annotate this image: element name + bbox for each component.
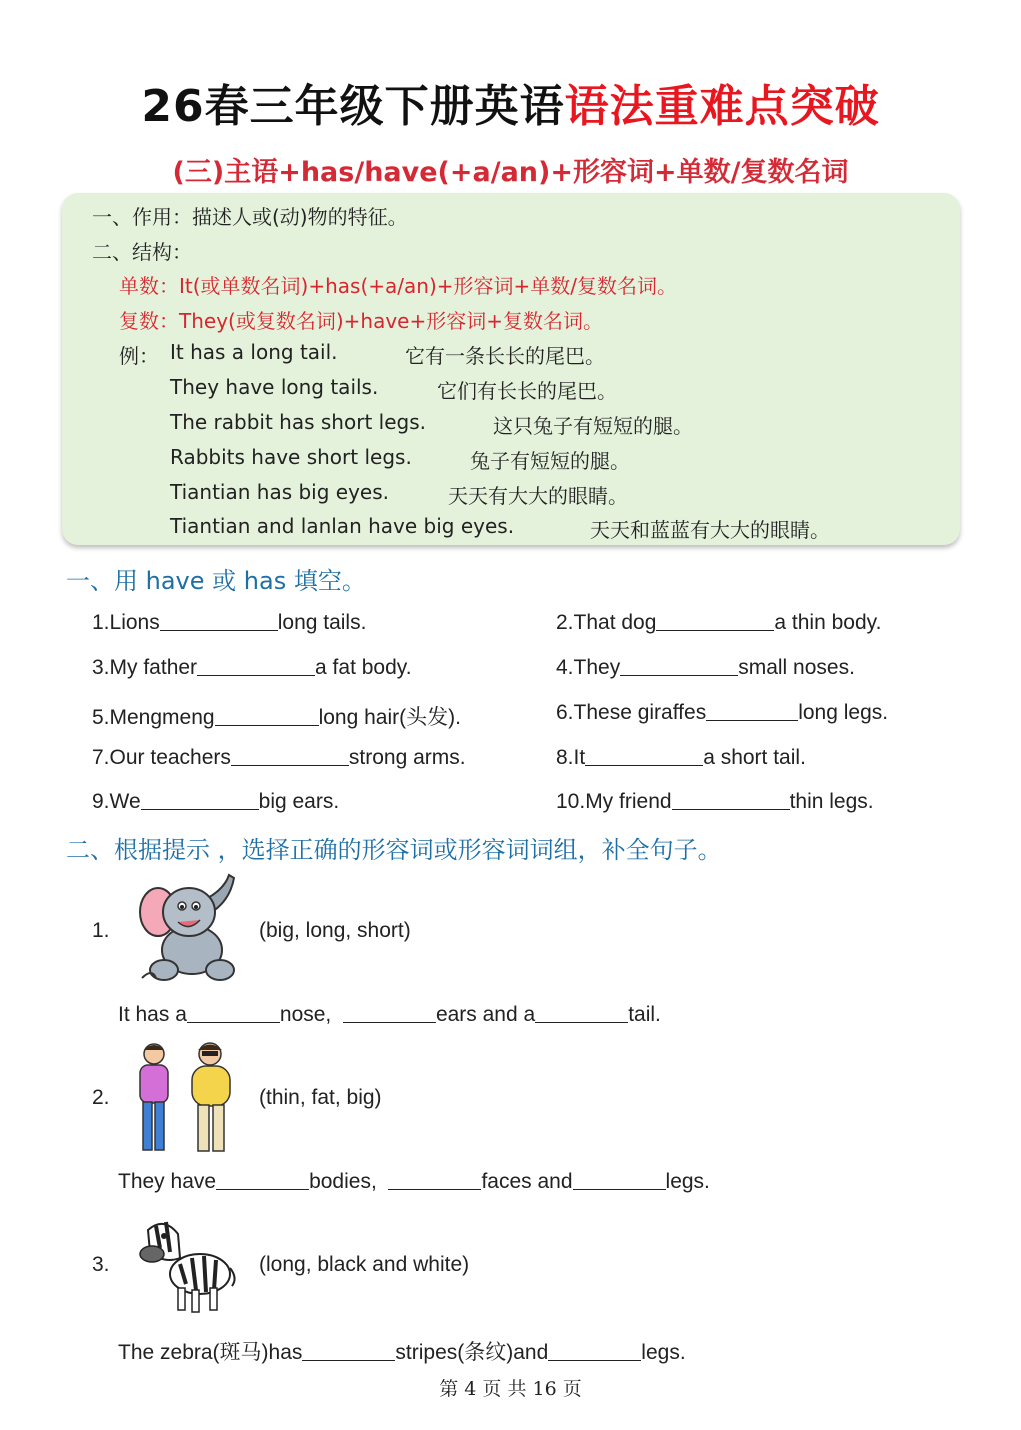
- sentence-2: [118, 1170, 710, 1194]
- answer-blank[interactable]: [620, 674, 738, 676]
- fill-question-4: [556, 656, 855, 680]
- question-text: 6.These giraffes: [556, 701, 707, 724]
- item-number: 2.: [92, 1086, 110, 1109]
- question-text: 9.We: [92, 790, 141, 813]
- fill-question-1: [92, 611, 366, 635]
- page-number: 第 4 页 共 16 页: [439, 1378, 582, 1400]
- answer-blank[interactable]: [141, 808, 259, 810]
- question-text: 10.My friend: [556, 790, 672, 813]
- sentence-1: [118, 1003, 661, 1027]
- fill-question-5: [92, 701, 461, 731]
- sentence-text: It has a: [118, 1003, 187, 1026]
- question-text: a thin body.: [774, 611, 882, 634]
- answer-blank[interactable]: [388, 1188, 481, 1190]
- word-hint: (thin, fat, big): [259, 1086, 382, 1109]
- sentence-text: They have: [118, 1170, 217, 1193]
- answer-blank[interactable]: [656, 629, 774, 631]
- example-zh: 这只兔子有短短的腿。: [493, 414, 693, 438]
- example-en: Tiantian and lanlan have big eyes.: [170, 514, 515, 538]
- item-number: 1.: [92, 919, 110, 942]
- answer-blank[interactable]: [672, 808, 790, 810]
- question-text: 2.That dog: [556, 611, 657, 634]
- title-main: 26春三年级下册英语: [141, 81, 565, 132]
- question-text: 3.My father: [92, 656, 198, 679]
- answer-blank[interactable]: [302, 1359, 395, 1361]
- page-title: [0, 70, 1021, 134]
- word-hint: (long, black and white): [259, 1253, 470, 1276]
- example-en: Tiantian has big eyes.: [170, 480, 390, 504]
- title-highlight: 语法重难点突破: [564, 81, 880, 132]
- sentence-text: legs.: [641, 1341, 686, 1364]
- elephant-illustration: [134, 870, 244, 985]
- question-text: long hair(头发).: [318, 706, 461, 729]
- sentence-text: stripes(条纹)and: [395, 1341, 549, 1364]
- question-text: a fat body.: [315, 656, 412, 679]
- example-zh: 兔子有短短的腿。: [470, 449, 630, 473]
- fill-question-8: [556, 746, 806, 770]
- answer-blank[interactable]: [160, 629, 278, 631]
- answer-blank[interactable]: [535, 1021, 628, 1023]
- question-text: long legs.: [798, 701, 889, 724]
- answer-blank[interactable]: [216, 1188, 309, 1190]
- question-text: thin legs.: [789, 790, 874, 813]
- sentence-text: legs.: [665, 1170, 710, 1193]
- question-text: 1.Lions: [92, 611, 160, 634]
- answer-blank[interactable]: [187, 1021, 280, 1023]
- two-men-illustration: [132, 1042, 236, 1158]
- fill-question-6: [556, 701, 888, 725]
- question-text: long tails.: [277, 611, 367, 634]
- word-hint: (big, long, short): [259, 919, 411, 942]
- example-zh: 它有一条长长的尾巴。: [405, 344, 605, 368]
- subtitle: (三)主语+has/have(+a/an)+形容词+单数/复数名词: [172, 157, 849, 188]
- fill-question-9: [92, 790, 339, 814]
- answer-blank[interactable]: [215, 724, 319, 726]
- answer-blank[interactable]: [231, 764, 349, 766]
- sentence-text: bodies,: [309, 1170, 377, 1193]
- sentence-text: tail.: [628, 1003, 661, 1026]
- question-text: small noses.: [738, 656, 855, 679]
- question-text: 4.They: [556, 656, 621, 679]
- fill-question-3: [92, 656, 412, 680]
- answer-blank[interactable]: [197, 674, 315, 676]
- rule-singular: 单数：It(或单数名词)+has(+a/an)+形容词+单数/复数名词。: [119, 274, 677, 298]
- example-zh: 它们有长长的尾巴。: [437, 379, 617, 403]
- example-label: 例：: [119, 344, 159, 368]
- example-zh: 天天和蓝蓝有大大的眼睛。: [590, 518, 830, 542]
- answer-blank[interactable]: [706, 719, 798, 721]
- answer-blank[interactable]: [548, 1359, 641, 1361]
- example-en: It has a long tail.: [170, 340, 338, 364]
- rule-function: 一、作用：描述人或(动)物的特征。: [92, 205, 408, 229]
- question-text: a short tail.: [703, 746, 806, 769]
- section2-heading: 二、根据提示 ，选择正确的形容词或形容词词组，补全句子。: [66, 836, 722, 864]
- fill-question-7: [92, 746, 466, 770]
- question-text: 7.Our teachers: [92, 746, 231, 769]
- sentence-text: The zebra(斑马)has: [118, 1341, 303, 1364]
- section1-heading: 一、用 have 或 has 填空。: [66, 567, 366, 595]
- grammar-rule-box: [62, 193, 960, 545]
- zebra-illustration: [134, 1212, 238, 1316]
- answer-blank[interactable]: [343, 1021, 436, 1023]
- answer-blank[interactable]: [585, 764, 703, 766]
- example-en: The rabbit has short legs.: [170, 410, 426, 434]
- rule-structure: 二、结构：: [92, 240, 192, 264]
- sentence-text: ears and a: [435, 1003, 536, 1026]
- example-zh: 天天有大大的眼睛。: [448, 484, 628, 508]
- rule-plural: 复数：They(或复数名词)+have+形容词+复数名词。: [119, 309, 603, 333]
- answer-blank[interactable]: [573, 1188, 666, 1190]
- sentence-text: faces and: [481, 1170, 573, 1193]
- question-text: big ears.: [258, 790, 340, 813]
- example-en: Rabbits have short legs.: [170, 445, 412, 469]
- fill-question-2: [556, 611, 881, 635]
- fill-question-10: [556, 790, 874, 814]
- question-text: 8.It: [556, 746, 586, 769]
- question-text: 5.Mengmeng: [92, 706, 215, 729]
- sentence-text: nose,: [279, 1003, 332, 1026]
- item-number: 3.: [92, 1253, 110, 1276]
- example-en: They have long tails.: [170, 375, 379, 399]
- sentence-3: [118, 1336, 686, 1366]
- question-text: strong arms.: [348, 746, 466, 769]
